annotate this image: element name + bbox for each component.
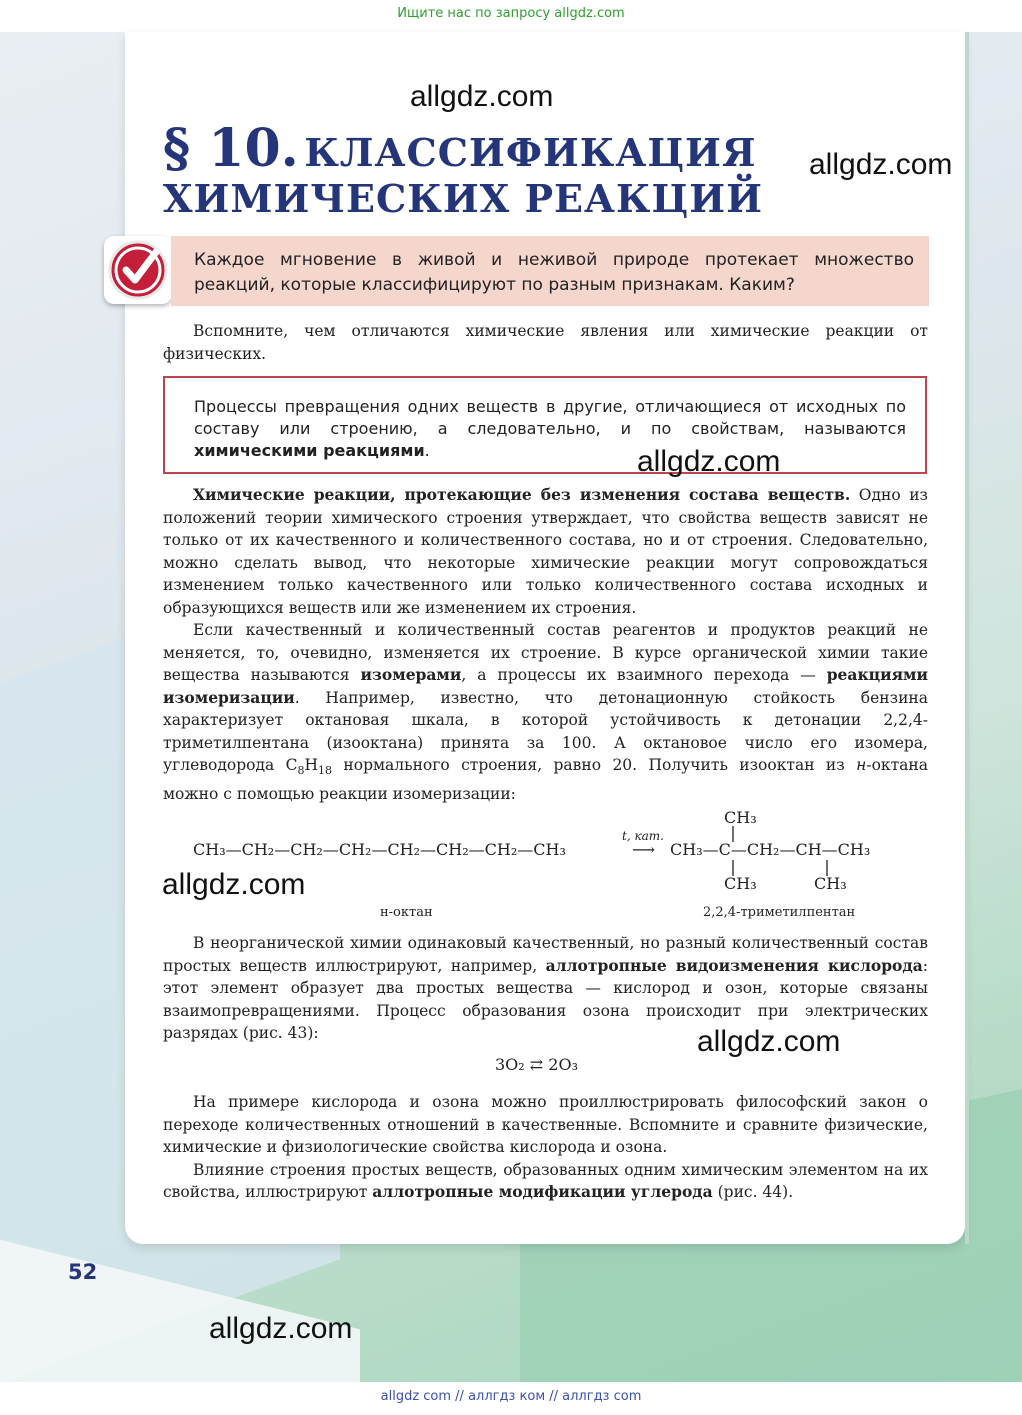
reaction-reactant: CH₃—CH₂—CH₂—CH₂—CH₂—CH₂—CH₂—CH₃ (193, 840, 566, 859)
product-branch-top: CH₃ (724, 808, 757, 827)
ozone-equation: 3O₂ ⇄ 2O₃ (495, 1055, 578, 1074)
watermark: allgdz.com (162, 868, 306, 901)
reaction-product: CH₃—C—CH₂—CH—CH₃ (670, 840, 871, 859)
section-title-line1: КЛАССИФИКАЦИЯ (304, 130, 757, 175)
reaction-condition: t, кат. (622, 829, 664, 843)
product-branch-bottom-2: CH₃ (814, 874, 847, 893)
paragraph-2: Если качественный и количественный состав реагентов и продуктов реакций не меняется, то, очевидно, изменяется их строение. В курсе органической химии такие вещества называются изомерами, а процессы их взаимного перехода — реакциями изомеризации. Например, известно, что детонационную стойкость бензина характеризует октановая шкала, в которой устойчивость к детонации 2,2,4-триметилпентана (изооктана) принята за 100. А октановое число его изомера, углеводорода $C_8H_{18}$ нормального строения, равно 20. Получить изооктан из н-октана можно с помощью реакции изомеризации: (163, 621, 928, 803)
definition-term: химическими реакциями (194, 441, 425, 460)
watermark: allgdz.com (410, 80, 554, 113)
product-bonds (700, 820, 860, 890)
top-banner: Ищите нас по запросу allgdz.com (397, 6, 625, 21)
definition-box (163, 376, 927, 474)
section-title-line2: ХИМИЧЕСКИХ РЕАКЦИЙ (163, 176, 764, 221)
paragraph-4: На примере кислорода и озона можно проиллюстрировать философский закон о переходе количественных отношений в качественные. Вспомните и сравните физические, химические и физиологические свойства кислорода и озона. (163, 1093, 928, 1156)
watermark: allgdz.com (809, 148, 953, 181)
recall-paragraph: Вспомните, чем отличаются химические явления или химические реакции от физических. (163, 322, 928, 363)
section-title (163, 118, 756, 179)
paragraph-1: Химические реакции, протекающие без изменения состава веществ. Одно из положений теории химического строения утверждает, что свойства веществ зависят не только от их качественного и количественного состава, но и от строения. Следовательно, можно сделать вывод, что некоторые химические реакции могут сопровождаться изменением только качественного или только количественного состава исходных и образующихся веществ или же изменением их строения. (163, 485, 928, 617)
section-number: § 10. (163, 118, 299, 179)
page-number: 52 (68, 1260, 98, 1284)
body-text-3 (163, 1091, 928, 1204)
checkmark-icon (104, 236, 172, 304)
product-branch-bottom-1: CH₃ (724, 874, 757, 893)
bottom-banner: allgdz com // аллгдз ком // аллгдз com (380, 1389, 642, 1404)
paragraph-3: В неорганической химии одинаковый качественный, но разный количественный состав простых веществ иллюстрируют, например, аллотропные видоизменения кислорода: этот элемент образует два простых вещества — кислород и озон, которые связаны взаимопревращениями. Процесс образования озона происходит при электрических разрядах (рис. 43): (163, 934, 928, 1042)
label-n-octane: н-октан (380, 905, 433, 920)
label-isooctane: 2,2,4-триметилпентан (703, 905, 856, 920)
watermark: allgdz.com (209, 1312, 353, 1345)
body-text-1 (163, 484, 928, 805)
question-box (171, 236, 929, 306)
watermark: allgdz.com (637, 445, 781, 478)
reaction-arrow: ⟶ (632, 840, 655, 859)
watermark: allgdz.com (697, 1025, 841, 1058)
paragraph-5: Влияние строения простых веществ, образованных одним химическим элементом на их свойства, иллюстрируют аллотропные модификации углерода (рис. 44). (163, 1160, 928, 1201)
question-text: Каждое мгновение в живой и неживой природе протекает множество реакций, которые классифицируют по разным признакам. Каким? (194, 250, 914, 295)
definition-text: Процессы превращения одних веществ в другие, отличающиеся от исходных по составу или строению, а следовательно, и по свойствам, называются химическими реакциями. (194, 397, 906, 460)
